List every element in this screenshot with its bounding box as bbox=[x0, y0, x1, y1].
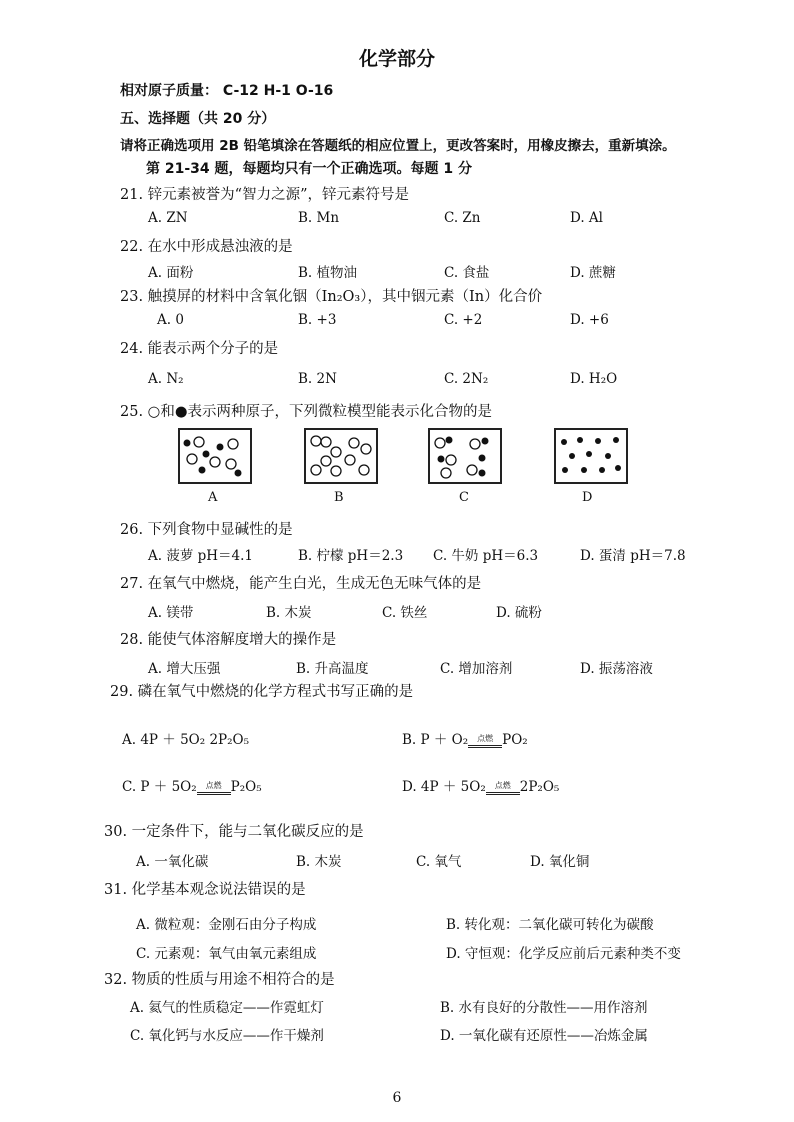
model-label-c: C bbox=[459, 490, 469, 505]
q23-option-d: D. +6 bbox=[570, 312, 609, 328]
q29-stem: 29. 磷在氧气中燃烧的化学方程式书写正确的是 bbox=[110, 684, 414, 700]
q26-option-d: D. 蛋清 pH＝7.8 bbox=[580, 548, 686, 564]
q21-option-d: D. Al bbox=[570, 210, 603, 226]
model-box-b bbox=[304, 428, 378, 484]
q29-option-b-condition: 点燃 bbox=[468, 735, 502, 743]
q32-stem: 32. 物质的性质与用途不相符合的是 bbox=[104, 972, 335, 988]
q31-option-a: A. 微粒观：金刚石由分子构成 bbox=[136, 917, 317, 933]
q23-option-c: C. +2 bbox=[444, 312, 483, 328]
q30-stem: 30. 一定条件下，能与二氧化碳反应的是 bbox=[104, 824, 364, 840]
q23-option-b: B. +3 bbox=[298, 312, 337, 328]
q27-option-b: B. 木炭 bbox=[266, 605, 312, 621]
q28-option-a: A. 增大压强 bbox=[148, 661, 221, 677]
q26-option-b: B. 柠檬 pH＝2.3 bbox=[298, 548, 404, 564]
q28-option-d: D. 振荡溶液 bbox=[580, 661, 653, 677]
q31-option-c: C. 元素观：氧气由氧元素组成 bbox=[136, 946, 317, 962]
q21-stem: 21. 锌元素被誉为“智力之源”，锌元素符号是 bbox=[120, 187, 409, 203]
q29-option-b-left: B. P ＋ O₂ bbox=[402, 732, 469, 748]
q31-option-b: B. 转化观：二氧化碳可转化为碳酸 bbox=[446, 917, 654, 933]
q28-stem: 28. 能使气体溶解度增大的操作是 bbox=[120, 632, 337, 648]
q26-option-a: A. 菠萝 pH＝4.1 bbox=[148, 548, 254, 564]
q22-option-d: D. 蔗糖 bbox=[570, 265, 616, 281]
subsection-heading: 第 21-34 题，每题均只有一个正确选项。每题 1 分 bbox=[146, 161, 473, 177]
q25-stem: 25. ○和●表示两种原子，下列微粒模型能表示化合物的是 bbox=[120, 404, 492, 420]
q29-option-d-left: D. 4P ＋ 5O₂ bbox=[402, 779, 486, 795]
q24-option-d: D. H₂O bbox=[570, 371, 618, 387]
q32-option-b: B. 水有良好的分散性——用作溶剂 bbox=[440, 1000, 648, 1016]
q24-option-c: C. 2N₂ bbox=[444, 371, 489, 387]
q21-option-b: B. Mn bbox=[298, 210, 340, 226]
q29-option-d bbox=[402, 775, 559, 795]
model-label-a: A bbox=[208, 490, 218, 505]
section-heading: 五、选择题（共 20 分） bbox=[120, 111, 276, 127]
q29-option-c-right: P₂O₅ bbox=[230, 779, 262, 795]
q27-option-d: D. 硫粉 bbox=[496, 605, 542, 621]
q30-option-a: A. 一氧化碳 bbox=[136, 854, 209, 870]
q27-stem: 27. 在氧气中燃烧，能产生白光，生成无色无味气体的是 bbox=[120, 576, 482, 592]
atomic-mass: 相对原子质量： C-12 H-1 O-16 bbox=[120, 83, 334, 99]
q31-option-d: D. 守恒观：化学反应前后元素种类不变 bbox=[446, 946, 681, 962]
q31-stem: 31. 化学基本观念说法错误的是 bbox=[104, 882, 306, 898]
q30-option-d: D. 氧化铜 bbox=[530, 854, 590, 870]
model-label-d: D bbox=[582, 490, 593, 505]
model-box-c bbox=[428, 428, 502, 484]
q32-option-a: A. 氦气的性质稳定——作霓虹灯 bbox=[130, 1000, 324, 1016]
model-label-b: B bbox=[334, 490, 344, 505]
q29-option-b-right: PO₂ bbox=[502, 732, 528, 748]
q27-option-a: A. 镁带 bbox=[148, 605, 194, 621]
q29-option-a: A. 4P ＋ 5O₂ 2P₂O₅ bbox=[122, 732, 250, 748]
model-box-d bbox=[554, 428, 628, 484]
q29-option-c bbox=[122, 775, 262, 795]
q21-option-c: C. Zn bbox=[444, 210, 481, 226]
q27-option-c: C. 铁丝 bbox=[382, 605, 428, 621]
q29-option-b bbox=[402, 728, 528, 748]
q26-option-c: C. 牛奶 pH＝6.3 bbox=[433, 548, 539, 564]
q32-option-c: C. 氧化钙与水反应——作干燥剂 bbox=[130, 1028, 324, 1044]
q22-option-a: A. 面粉 bbox=[148, 265, 194, 281]
model-box-a bbox=[178, 428, 252, 484]
q30-option-c: C. 氧气 bbox=[416, 854, 462, 870]
q28-option-c: C. 增加溶剂 bbox=[440, 661, 513, 677]
page-title: 化学部分 bbox=[358, 48, 435, 70]
q28-option-b: B. 升高温度 bbox=[296, 661, 369, 677]
q24-option-a: A. N₂ bbox=[148, 371, 184, 387]
q29-option-d-right: 2P₂O₅ bbox=[519, 779, 560, 795]
page-number: 6 bbox=[392, 1090, 402, 1106]
q24-option-b: B. 2N bbox=[298, 371, 337, 387]
q32-option-d: D. 一氧化碳有还原性——冶炼金属 bbox=[440, 1028, 648, 1044]
q29-option-c-condition: 点燃 bbox=[197, 782, 231, 790]
q22-option-b: B. 植物油 bbox=[298, 265, 358, 281]
q30-option-b: B. 木炭 bbox=[296, 854, 342, 870]
q26-stem: 26. 下列食物中显碱性的是 bbox=[120, 522, 293, 538]
q29-option-d-condition: 点燃 bbox=[486, 782, 520, 790]
q23-stem: 23. 触摸屏的材料中含氧化铟（In₂O₃），其中铟元素（In）化合价 bbox=[120, 289, 543, 305]
q21-option-a: A. ZN bbox=[148, 210, 188, 226]
q22-stem: 22. 在水中形成悬浊液的是 bbox=[120, 239, 293, 255]
instruction: 请将正确选项用 2B 铅笔填涂在答题纸的相应位置上，更改答案时，用橡皮擦去，重新填涂。 bbox=[120, 138, 676, 154]
q24-stem: 24. 能表示两个分子的是 bbox=[120, 341, 279, 357]
q22-option-c: C. 食盐 bbox=[444, 265, 490, 281]
q29-option-c-left: C. P ＋ 5O₂ bbox=[122, 779, 197, 795]
q23-option-a: A. 0 bbox=[157, 312, 184, 328]
